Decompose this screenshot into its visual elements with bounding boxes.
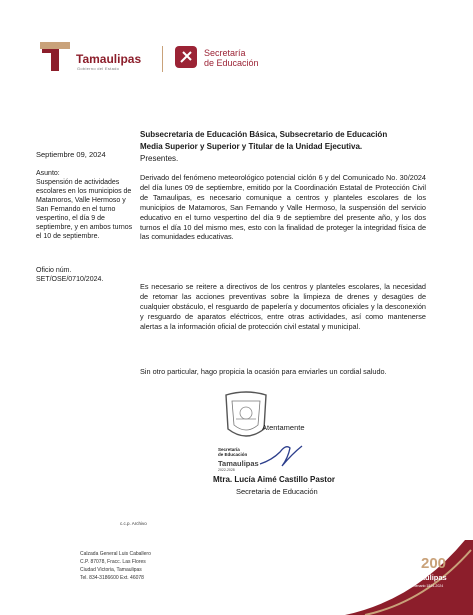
secretaria-name: Secretaría de Educación xyxy=(204,48,259,68)
oficio-block xyxy=(36,266,136,284)
signer-name: Mtra. Lucía Aimé Castillo Pastor xyxy=(213,475,335,484)
body-paragraph: Sin otro particular, hago propicia la ocasión para enviarles un cordial saludo. xyxy=(140,367,387,376)
seal-label: Secretaría de Educación xyxy=(218,447,248,457)
oficio-number: SET/OSE/0710/2024. xyxy=(36,276,104,283)
brand-tagline: Gobierno del Estado xyxy=(77,66,120,71)
tamaulipas-logo-icon xyxy=(40,40,70,74)
ccp-note: c.c.p. Archivo xyxy=(120,521,147,526)
recipient-presentes: Presentes. xyxy=(140,154,179,163)
closing-atentamente: Atentamente xyxy=(262,423,305,432)
recipient-line: Media Superior y Superior y Titular de la Unidad Ejecutiva. xyxy=(140,142,363,151)
footer-brand-sub: Bicentenario 1824-2024 xyxy=(406,584,444,588)
body-paragraph: Derivado del fenómeno meteorológico potencial ciclón 6 y del Comunicado No. 30/2024 del día lunes 09 de septiembre, emitido por la Coordinación Estatal de Protección Civil de Tamaulipas, es necesario comunique a centros y planteles escolares de los municipios de Matamoros, San Fernando y Valle Hermoso, la suspensión del servicio educativo en el turno vespertino del día 9 de septiembre del presente año, y los dos turnos el día 10 del mismo mes, esto con la finalidad de proteger la integridad física de las comunidades educativas. xyxy=(140,173,426,242)
recipient-block xyxy=(140,129,430,165)
asunto-text: Suspensión de actividades escolares en los municipios de Matamoros, Valle Hermoso y San Fernando en el turno vespertino, el día 9 de septiembre, y en ambos turnos el 10 de septiembre. xyxy=(36,179,133,240)
signature-icon xyxy=(258,440,308,470)
signer-role: Secretaria de Educación xyxy=(236,487,318,496)
secretaria-icon xyxy=(175,46,197,68)
address-block: Calzada General Luis Caballero C.P. 87078, Fracc. Las Flores Ciudad Victoria, Tamaulipas Tel. 834-3186600 Ext. 46078 xyxy=(80,551,151,581)
header-divider xyxy=(162,46,163,72)
footer-brand: Tamaulipas xyxy=(406,573,447,582)
asunto-label: Asunto: xyxy=(36,170,60,177)
oficio-label: Oficio núm. xyxy=(36,267,72,274)
state-seal-icon xyxy=(218,389,274,443)
document-date: Septiembre 09, 2024 xyxy=(36,150,106,159)
asunto-block xyxy=(36,169,136,241)
recipient-line: Subsecretaria de Educación Básica, Subsecretario de Educación xyxy=(140,130,388,139)
body-paragraph: Es necesario se reitere a directivos de los centros y planteles escolares, la necesidad de retomar las acciones preventivas sobre la limpieza de drenes y desagües de cualquier obstáculo, el resguardo de papelería y documentos oficiales y la desconexión y resguardo de aparatos eléctricos, entre otras actividades, así como mantenerse alertas a la información oficial de protección civil estatal y municipal. xyxy=(140,282,426,331)
anniversary-number: 200 xyxy=(421,555,447,572)
seal-brand: Tamaulipas 2022-2028 xyxy=(218,459,259,472)
brand-name: Tamaulipas xyxy=(76,52,142,66)
